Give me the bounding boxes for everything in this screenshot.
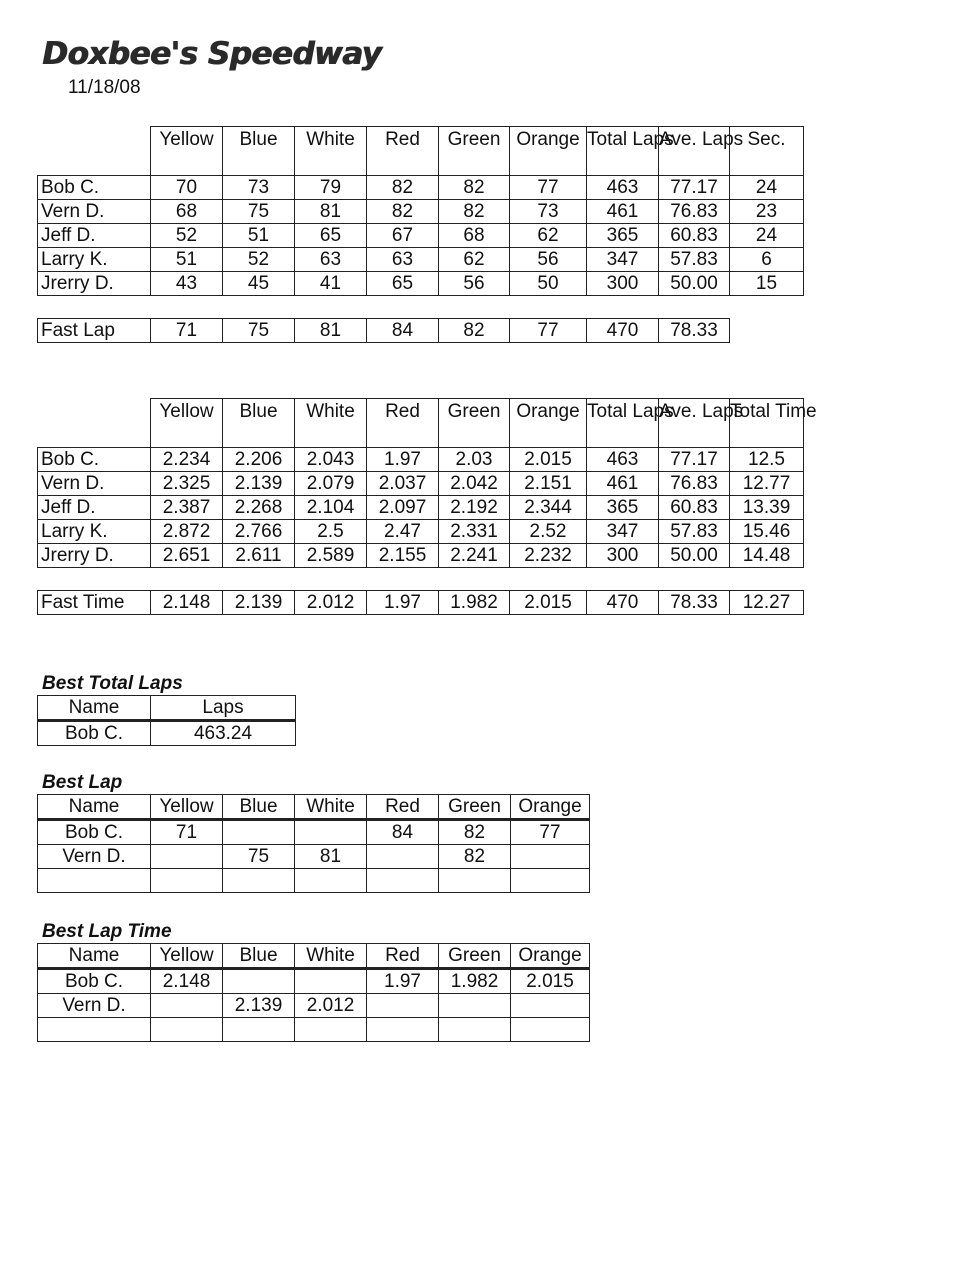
value-cell: 2.52 — [510, 520, 587, 544]
value-cell: 2.079 — [295, 472, 367, 496]
value-cell: 1.982 — [439, 969, 511, 994]
value-cell: 300 — [587, 544, 659, 568]
value-cell: 23 — [730, 200, 804, 224]
value-cell: 2.872 — [151, 520, 223, 544]
value-cell: 75 — [223, 845, 295, 869]
table-row — [38, 544, 804, 568]
value-cell: 365 — [587, 496, 659, 520]
value-cell: 73 — [223, 176, 295, 200]
driver-name-cell: Vern D. — [38, 994, 151, 1018]
value-cell: 77.17 — [659, 448, 730, 472]
column-header: Red — [367, 399, 439, 448]
fast-value-cell: 71 — [151, 319, 223, 343]
value-cell: 2.344 — [510, 496, 587, 520]
driver-name-cell: Larry K. — [38, 248, 151, 272]
column-header: Green — [439, 795, 511, 820]
value-cell — [223, 869, 295, 893]
value-cell: 13.39 — [730, 496, 804, 520]
value-cell: 14.48 — [730, 544, 804, 568]
value-cell: 2.015 — [510, 448, 587, 472]
column-header: Orange — [511, 944, 590, 969]
value-cell — [295, 820, 367, 845]
table-row — [38, 448, 804, 472]
value-cell: 41 — [295, 272, 367, 296]
value-cell: 79 — [295, 176, 367, 200]
time-table — [37, 398, 817, 615]
table-row — [38, 845, 590, 869]
value-cell: 2.47 — [367, 520, 439, 544]
value-cell: 45 — [223, 272, 295, 296]
value-cell: 81 — [295, 845, 367, 869]
value-cell: 77 — [510, 176, 587, 200]
value-cell: 50.00 — [659, 544, 730, 568]
value-cell — [367, 845, 439, 869]
table-row — [38, 200, 804, 224]
value-cell: 2.192 — [439, 496, 510, 520]
value-cell: 68 — [439, 224, 510, 248]
value-cell: 2.03 — [439, 448, 510, 472]
fast-value-cell: 78.33 — [659, 319, 730, 343]
value-cell: 2.139 — [223, 994, 295, 1018]
column-header: Name — [38, 696, 151, 721]
table-row — [38, 176, 804, 200]
column-header: Yellow — [151, 127, 223, 176]
value-cell: 57.83 — [659, 520, 730, 544]
value-cell: 2.042 — [439, 472, 510, 496]
header-row — [38, 696, 296, 721]
table-row — [38, 869, 590, 893]
fast-value-cell: 2.012 — [295, 591, 367, 615]
spacer-row — [38, 296, 804, 319]
blank-header-cell — [38, 399, 151, 448]
column-header: White — [295, 127, 367, 176]
value-cell: 2.232 — [510, 544, 587, 568]
value-cell: 2.097 — [367, 496, 439, 520]
value-cell — [511, 1018, 590, 1042]
value-cell: 82 — [439, 200, 510, 224]
value-cell — [439, 994, 511, 1018]
value-cell: 463 — [587, 176, 659, 200]
fast-row — [38, 319, 804, 343]
column-header: White — [295, 399, 367, 448]
value-cell: 2.268 — [223, 496, 295, 520]
column-header: Name — [38, 795, 151, 820]
driver-name-cell: Jeff D. — [38, 496, 151, 520]
column-header: Sec. — [730, 127, 804, 176]
column-header: Blue — [223, 399, 295, 448]
value-cell: 2.611 — [223, 544, 295, 568]
value-cell: 2.151 — [510, 472, 587, 496]
value-cell: 2.241 — [439, 544, 510, 568]
column-header: Green — [439, 944, 511, 969]
value-cell: 60.83 — [659, 496, 730, 520]
driver-name-cell: Bob C. — [38, 176, 151, 200]
value-cell: 461 — [587, 472, 659, 496]
value-cell: 65 — [367, 272, 439, 296]
value-cell: 75 — [223, 200, 295, 224]
value-cell: 52 — [151, 224, 223, 248]
value-cell: 24 — [730, 176, 804, 200]
value-cell — [367, 994, 439, 1018]
driver-name-cell — [38, 1018, 151, 1042]
value-cell — [367, 869, 439, 893]
fast-value-cell: 2.015 — [510, 591, 587, 615]
spacer-cell — [38, 568, 804, 591]
value-cell: 24 — [730, 224, 804, 248]
value-cell: 82 — [367, 176, 439, 200]
column-header: Green — [439, 127, 510, 176]
column-header: Orange — [510, 127, 587, 176]
value-cell: 71 — [151, 820, 223, 845]
value-cell — [151, 869, 223, 893]
fast-value-cell: 470 — [587, 591, 659, 615]
value-cell: 2.139 — [223, 472, 295, 496]
value-cell — [151, 1018, 223, 1042]
blank-header-cell — [38, 127, 151, 176]
fast-value-cell: 82 — [439, 319, 510, 343]
value-cell: 2.037 — [367, 472, 439, 496]
driver-name-cell: Jeff D. — [38, 224, 151, 248]
value-cell: 461 — [587, 200, 659, 224]
column-header: Name — [38, 944, 151, 969]
value-cell: 63 — [295, 248, 367, 272]
driver-name-cell: Jrerry D. — [38, 272, 151, 296]
value-cell: 81 — [295, 200, 367, 224]
value-cell: 2.012 — [295, 994, 367, 1018]
value-cell: 84 — [367, 820, 439, 845]
column-header: Yellow — [151, 944, 223, 969]
best-total-laps-table — [37, 695, 296, 746]
value-cell: 52 — [223, 248, 295, 272]
value-cell: 347 — [587, 248, 659, 272]
value-cell: 60.83 — [659, 224, 730, 248]
column-header: Yellow — [151, 795, 223, 820]
value-cell — [439, 1018, 511, 1042]
table-row — [38, 820, 590, 845]
value-cell: 2.148 — [151, 969, 223, 994]
value-cell: 56 — [510, 248, 587, 272]
driver-name-cell: Vern D. — [38, 472, 151, 496]
value-cell: 347 — [587, 520, 659, 544]
laps-table — [37, 126, 804, 343]
driver-name-cell — [38, 869, 151, 893]
date-label: 11/18/08 — [68, 77, 141, 98]
value-cell: 2.651 — [151, 544, 223, 568]
value-cell: 2.234 — [151, 448, 223, 472]
fast-value-cell: 75 — [223, 319, 295, 343]
best-lap-time-table — [37, 943, 590, 1042]
table-row — [38, 969, 590, 994]
column-header: Blue — [223, 944, 295, 969]
value-cell — [151, 994, 223, 1018]
value-cell — [511, 994, 590, 1018]
value-cell — [439, 869, 511, 893]
value-cell — [511, 869, 590, 893]
value-cell: 15 — [730, 272, 804, 296]
value-cell — [367, 1018, 439, 1042]
value-cell: 2.387 — [151, 496, 223, 520]
value-cell: 82 — [439, 845, 511, 869]
header-row — [38, 795, 590, 820]
value-cell: 76.83 — [659, 200, 730, 224]
value-cell: 62 — [439, 248, 510, 272]
empty-cell — [730, 319, 804, 343]
driver-name-cell: Jrerry D. — [38, 544, 151, 568]
column-header: Orange — [511, 795, 590, 820]
table-row — [38, 496, 804, 520]
value-cell: 12.77 — [730, 472, 804, 496]
best-lap-table — [37, 794, 590, 893]
fast-value-cell: 81 — [295, 319, 367, 343]
value-cell: 2.043 — [295, 448, 367, 472]
table-row — [38, 1018, 590, 1042]
value-cell: 68 — [151, 200, 223, 224]
value-cell: 77.17 — [659, 176, 730, 200]
fast-value-cell: 2.139 — [223, 591, 295, 615]
value-cell: 73 — [510, 200, 587, 224]
value-cell: 2.104 — [295, 496, 367, 520]
fast-value-cell: 78.33 — [659, 591, 730, 615]
driver-name-cell: Bob C. — [38, 969, 151, 994]
fast-label-cell: Fast Lap — [38, 319, 151, 343]
value-cell: 6 — [730, 248, 804, 272]
value-cell — [295, 869, 367, 893]
fast-label-cell: Fast Time — [38, 591, 151, 615]
column-header: Ave. Laps — [659, 127, 730, 176]
value-cell: 12.5 — [730, 448, 804, 472]
fast-value-cell: 1.97 — [367, 591, 439, 615]
value-cell: 76.83 — [659, 472, 730, 496]
value-cell: 67 — [367, 224, 439, 248]
fast-value-cell: 470 — [587, 319, 659, 343]
page-title: Doxbee's Speedway — [42, 36, 382, 72]
table-row — [38, 994, 590, 1018]
column-header: Laps — [151, 696, 296, 721]
header-row — [38, 399, 804, 448]
value-cell: 2.325 — [151, 472, 223, 496]
column-header: Red — [367, 944, 439, 969]
value-cell: 62 — [510, 224, 587, 248]
value-cell: 2.331 — [439, 520, 510, 544]
column-header: Total Laps — [587, 127, 659, 176]
value-cell — [223, 969, 295, 994]
fast-value-cell: 77 — [510, 319, 587, 343]
value-cell — [223, 820, 295, 845]
fast-value-cell: 12.27 — [730, 591, 804, 615]
value-cell: 50.00 — [659, 272, 730, 296]
value-cell: 2.155 — [367, 544, 439, 568]
table-row — [38, 520, 804, 544]
value-cell: 63 — [367, 248, 439, 272]
value-cell: 300 — [587, 272, 659, 296]
column-header: White — [295, 944, 367, 969]
column-header: Red — [367, 795, 439, 820]
value-cell: 2.766 — [223, 520, 295, 544]
column-header: Blue — [223, 127, 295, 176]
header-row — [38, 127, 804, 176]
value-cell: 365 — [587, 224, 659, 248]
spacer-row — [38, 568, 804, 591]
fast-value-cell: 84 — [367, 319, 439, 343]
driver-name-cell: Vern D. — [38, 845, 151, 869]
value-cell: 51 — [151, 248, 223, 272]
best-lap-time-heading: Best Lap Time — [42, 921, 172, 942]
value-cell: 463 — [587, 448, 659, 472]
value-cell: 2.5 — [295, 520, 367, 544]
driver-name-cell: Bob C. — [38, 448, 151, 472]
value-cell: 82 — [367, 200, 439, 224]
header-row — [38, 944, 590, 969]
column-header: Green — [439, 399, 510, 448]
fast-value-cell: 2.148 — [151, 591, 223, 615]
column-header: White — [295, 795, 367, 820]
value-cell — [295, 969, 367, 994]
column-header: Yellow — [151, 399, 223, 448]
value-cell: 77 — [511, 820, 590, 845]
table-row — [38, 472, 804, 496]
table-row — [38, 224, 804, 248]
column-header: Total Time — [730, 399, 804, 448]
fast-value-cell: 1.982 — [439, 591, 510, 615]
spacer-cell — [38, 296, 804, 319]
column-header: Ave. Laps — [659, 399, 730, 448]
value-cell: 57.83 — [659, 248, 730, 272]
driver-name-cell: Vern D. — [38, 200, 151, 224]
driver-name-cell: Bob C. — [38, 820, 151, 845]
value-cell — [511, 845, 590, 869]
value-cell: 65 — [295, 224, 367, 248]
value-cell: 2.206 — [223, 448, 295, 472]
value-cell: 50 — [510, 272, 587, 296]
table-row — [38, 248, 804, 272]
value-cell — [223, 1018, 295, 1042]
value-cell: 2.015 — [511, 969, 590, 994]
value-cell: 56 — [439, 272, 510, 296]
value-cell — [151, 845, 223, 869]
value-cell — [295, 1018, 367, 1042]
driver-name-cell: Larry K. — [38, 520, 151, 544]
driver-name-cell: Bob C. — [38, 721, 151, 746]
fast-row — [38, 591, 804, 615]
column-header: Orange — [510, 399, 587, 448]
value-cell: 1.97 — [367, 969, 439, 994]
column-header: Blue — [223, 795, 295, 820]
value-cell: 70 — [151, 176, 223, 200]
best-total-laps-heading: Best Total Laps — [42, 673, 183, 694]
table-row — [38, 272, 804, 296]
value-cell: 51 — [223, 224, 295, 248]
value-cell: 82 — [439, 176, 510, 200]
value-cell: 2.589 — [295, 544, 367, 568]
table-row — [38, 721, 296, 746]
value-cell: 43 — [151, 272, 223, 296]
value-cell: 15.46 — [730, 520, 804, 544]
value-cell: 1.97 — [367, 448, 439, 472]
best-lap-heading: Best Lap — [42, 772, 123, 793]
value-cell: 463.24 — [151, 721, 296, 746]
value-cell: 82 — [439, 820, 511, 845]
column-header: Total Laps — [587, 399, 659, 448]
column-header: Red — [367, 127, 439, 176]
